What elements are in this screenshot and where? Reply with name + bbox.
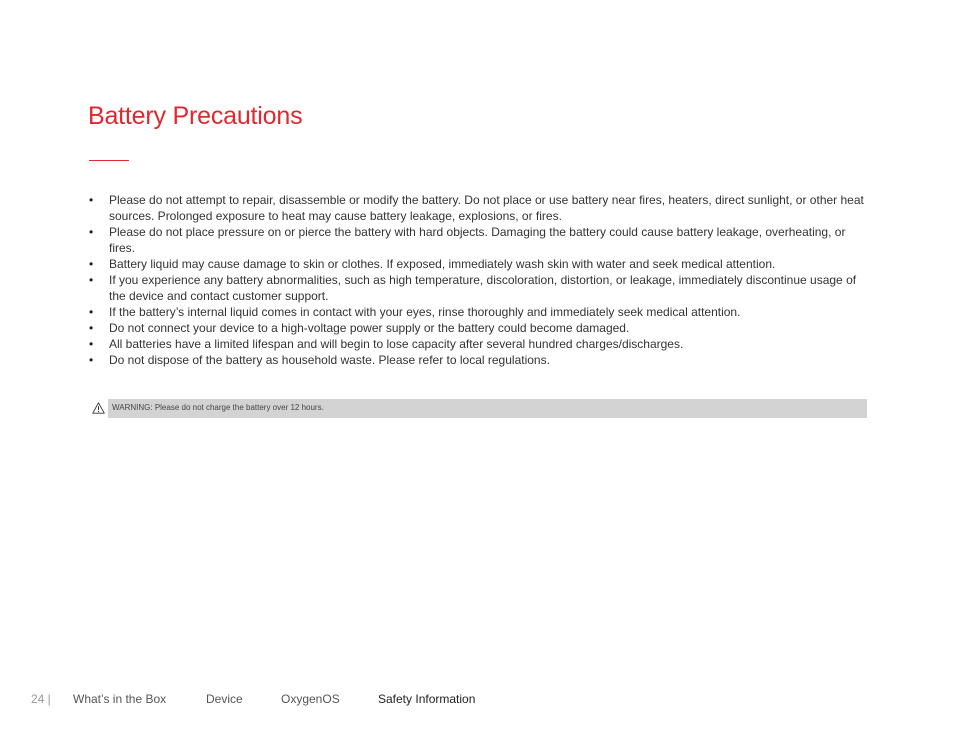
list-item: [88, 224, 868, 256]
list-item-text: Do not connect your device to a high-voltage power supply or the battery could become damaged.: [109, 321, 630, 335]
list-item-text: Battery liquid may cause damage to skin or clothes. If exposed, immediately wash skin with water and seek medical attention.: [109, 257, 776, 271]
list-item: [88, 272, 868, 304]
list-item: [88, 304, 868, 320]
warning-triangle-icon: [92, 402, 105, 414]
title-underline: [89, 160, 129, 161]
list-item: [88, 352, 868, 368]
list-item: [88, 256, 868, 272]
nav-link-safety-information[interactable]: Safety Information: [378, 692, 476, 706]
list-item: [88, 320, 868, 336]
page-title: Battery Precautions: [88, 102, 303, 130]
bullet-icon: •: [89, 353, 94, 367]
bullet-icon: •: [89, 273, 94, 287]
warning-text: WARNING: Please do not charge the battery over 12 hours.: [112, 403, 324, 412]
bullet-icon: •: [89, 257, 94, 271]
precautions-list: [88, 192, 868, 368]
list-item: [88, 192, 868, 224]
bullet-icon: •: [89, 225, 94, 239]
warning-icon-cell: [88, 399, 109, 418]
list-item: [88, 336, 868, 352]
list-item-text: Please do not attempt to repair, disassemble or modify the battery. Do not place or use battery near fires, heaters, direct sunlight, or other heat sources. Prolonged exposure to heat may cause battery leakage, explosions, or fires.: [109, 193, 864, 223]
bullet-icon: •: [89, 337, 94, 351]
list-item-text: Please do not place pressure on or pierce the battery with hard objects. Damaging the battery could cause battery leakage, overheating, or fires.: [109, 225, 846, 255]
page-number: 24 |: [31, 692, 51, 706]
list-item-text: All batteries have a limited lifespan and will begin to lose capacity after several hundred charges/discharges.: [109, 337, 684, 351]
list-item-text: If the battery’s internal liquid comes in contact with your eyes, rinse thoroughly and immediately seek medical attention.: [109, 305, 741, 319]
list-item-text: If you experience any battery abnormalities, such as high temperature, discoloration, distortion, or leakage, immediately discontinue usage of the device and contact customer support.: [109, 273, 857, 303]
bullet-icon: •: [89, 321, 94, 335]
list-item-text: Do not dispose of the battery as household waste. Please refer to local regulations.: [109, 353, 550, 367]
nav-link-device[interactable]: Device: [206, 692, 243, 706]
nav-link-oxygenos[interactable]: OxygenOS: [281, 692, 340, 706]
bullet-icon: •: [89, 305, 94, 319]
warning-banner: [88, 399, 867, 418]
nav-link-whats-in-the-box[interactable]: What’s in the Box: [73, 692, 167, 706]
bullet-icon: •: [89, 193, 94, 207]
